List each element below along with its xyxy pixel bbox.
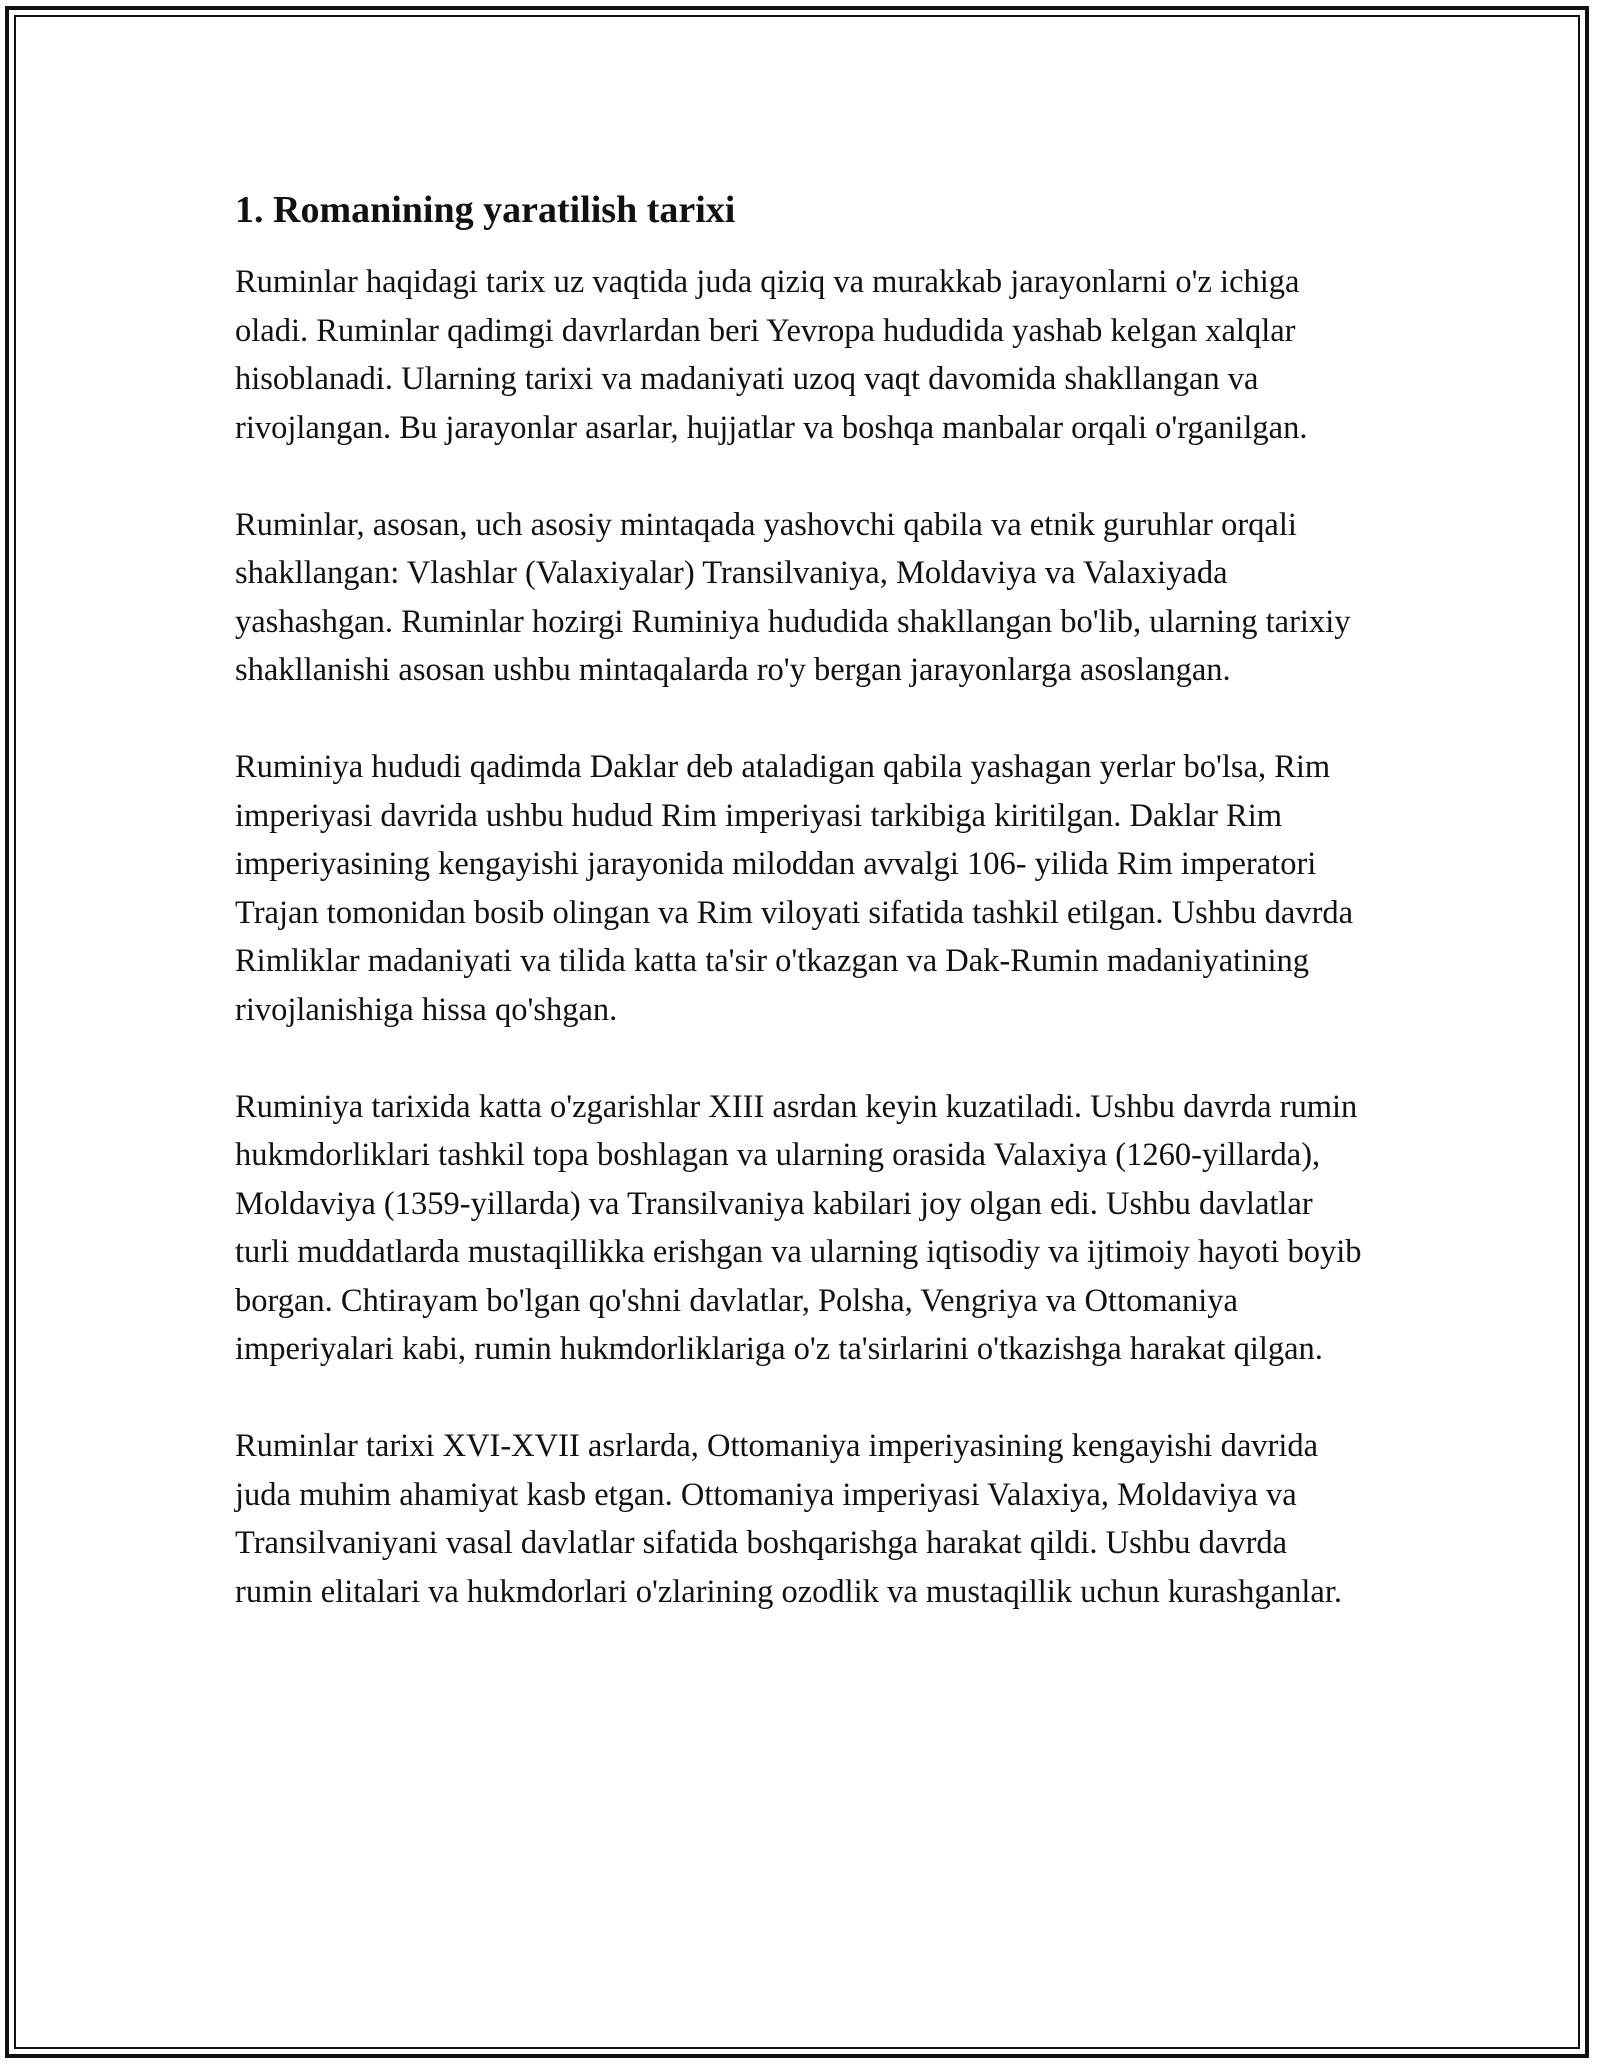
paragraph-4: Ruminiya tarixida katta o'zgarishlar XIII asrdan keyin kuzatiladi. Ushbu davrda rumin hukmdorliklari tashkil topa boshlagan va ularning orasida Valaxiya (1260-yillarda), Moldaviya (1359-yillarda) va Transilvaniya kabilari joy olgan edi. Ushbu davlatlar turli muddatlarda mustaqillikka erishgan va ularning iqtisodiy va ijtimoiy hayoti boyib borgan. Chtirayam bo'lgan qo'shni davlatlar, Polsha, Vengriya va Ottomaniya imperiyalari kabi, rumin hukmdorliklariga o'z ta'sirlarini o'tkazishga harakat qilgan. bbox=[235, 1088, 1362, 1367]
section-heading: 1. Romanining yaratilish tarixi bbox=[235, 189, 736, 231]
paragraph-5: Ruminlar tarixi XVI-XVII asrlarda, Ottomaniya imperiyasining kengayishi davrida juda muhim ahamiyat kasb etgan. Ottomaniya imperiyasi Valaxiya, Moldaviya va Transilvaniyani vasal davlatlar sifatida boshqarishga harakat qildi. Ushbu davrda rumin elitalari va hukmdorlari o'zlarining ozodlik va mustaqillik uchun kurashganlar. bbox=[235, 1428, 1342, 1610]
paragraph-2: Ruminlar, asosan, uch asosiy mintaqada yashovchi qabila va etnik guruhlar orqali shakllangan: Vlashlar (Valaxiyalar) Transilvaniya, Moldaviya va Valaxiyada yashashgan. Ruminlar hozirgi Ruminiya hududida shakllangan bo'lib, ularning tarixiy shakllanishi asosan ushbu mintaqalarda ro'y bergan jarayonlarga asoslangan. bbox=[235, 506, 1351, 688]
document-body bbox=[235, 186, 1365, 1665]
paragraph-3: Ruminiya hududi qadimda Daklar deb ataladigan qabila yashagan yerlar bo'lsa, Rim imperiyasi davrida ushbu hudud Rim imperiyasi tarkibiga kiritilgan. Daklar Rim imperiyasining kengayishi jarayonida miloddan avvalgi 106- yilida Rim imperatori Trajan tomonidan bosib olingan va Rim viloyati sifatida tashkil etilgan. Ushbu davrda Rimliklar madaniyati va tilida katta ta'sir o'tkazgan va Dak-Rumin madaniyatining rivojlanishiga hissa qo'shgan. bbox=[235, 749, 1354, 1028]
paragraph-1: Ruminlar haqidagi tarix uz vaqtida juda qiziq va murakkab jarayonlarni o'z ichiga oladi. Ruminlar qadimgi davrlardan beri Yevropa hududida yashab kelgan xalqlar hisoblanadi. Ularning tarixi va madaniyati uzoq vaqt davomida shakllangan va rivojlangan. Bu jarayonlar asarlar, hujjatlar va boshqa manbalar orqali o'rganilgan. bbox=[235, 264, 1308, 446]
